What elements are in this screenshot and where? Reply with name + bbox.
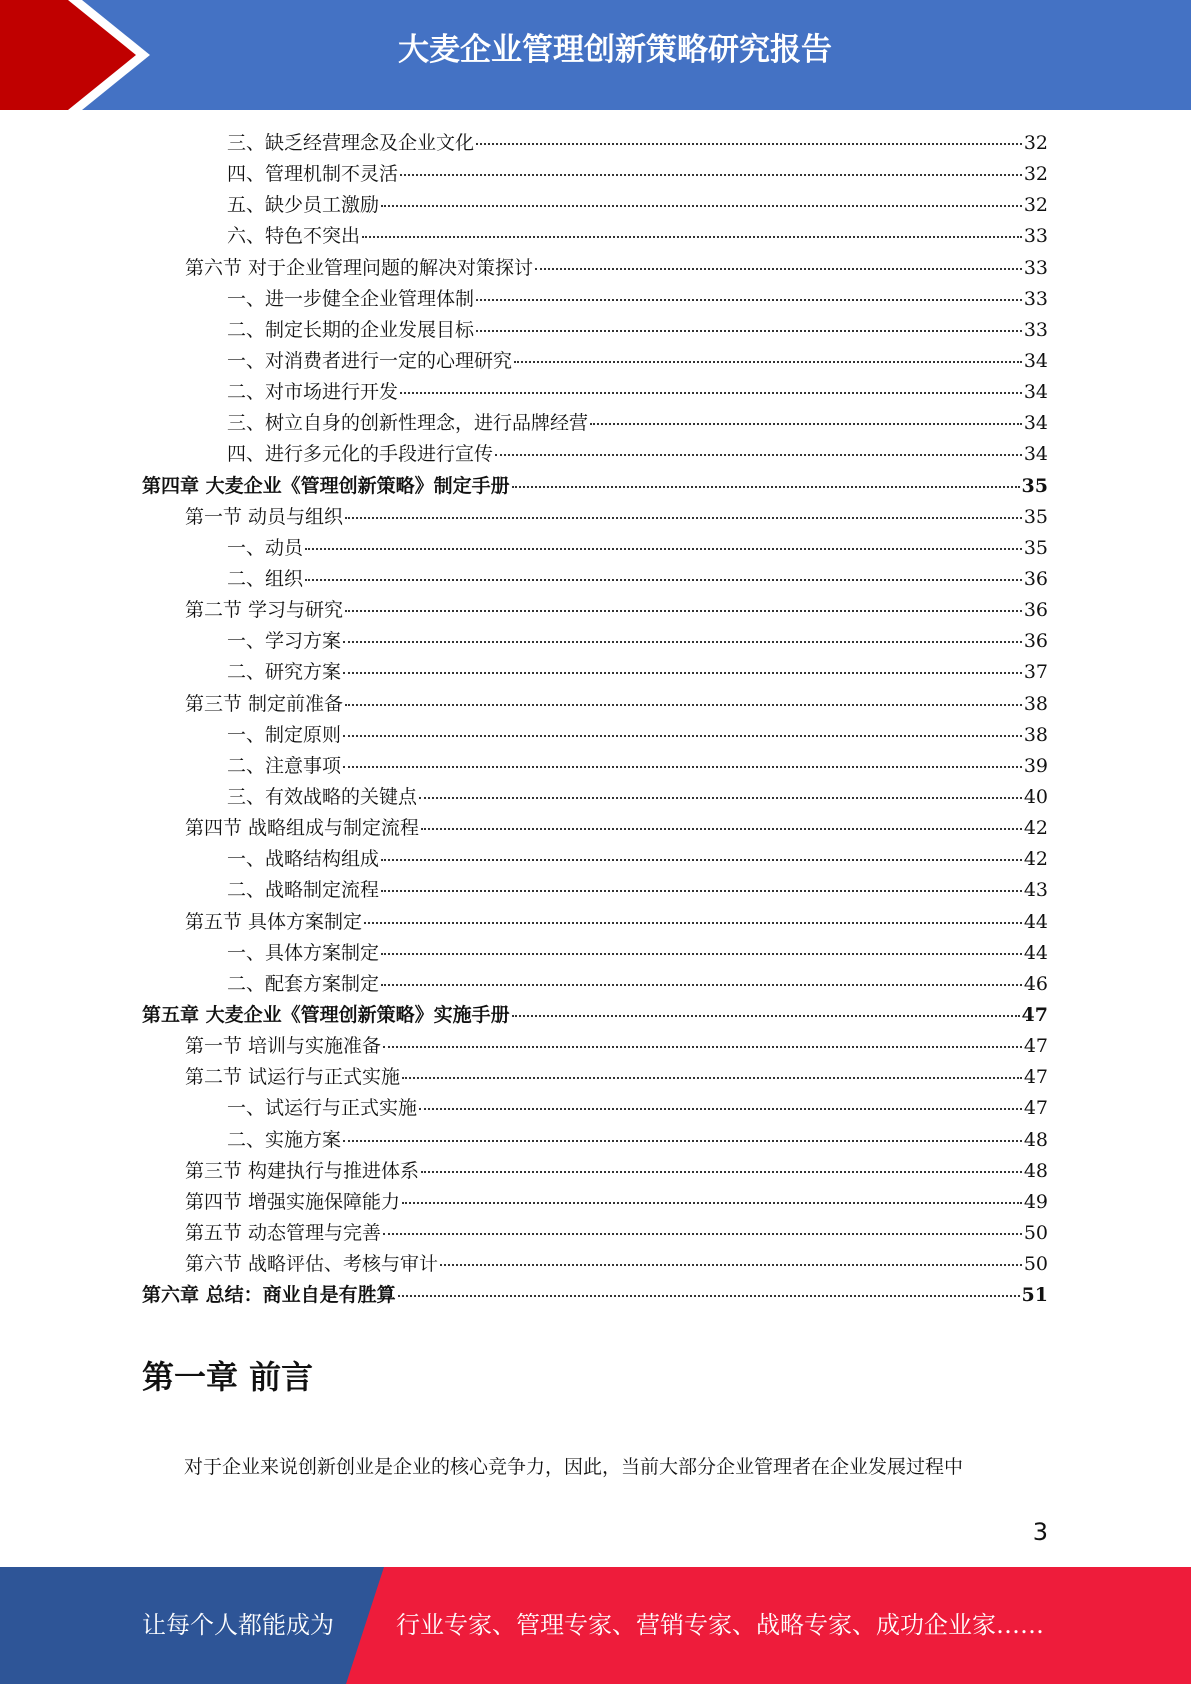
toc-dot-leader: [343, 1140, 1022, 1142]
toc-section-entry[interactable]: [142, 907, 1048, 938]
toc-entry-page: 51: [1021, 1284, 1048, 1307]
toc-dot-leader: [421, 828, 1022, 830]
intro-paragraph: 对于企业来说创新创业是企业的核心竞争力，因此，当前大部分企业管理者在企业发展过程中: [184, 1456, 964, 1478]
toc-subsection-entry[interactable]: [142, 190, 1048, 221]
toc-subsection-entry[interactable]: [142, 938, 1048, 969]
toc-subsection-entry[interactable]: [142, 377, 1048, 408]
toc-subsection-entry[interactable]: [142, 128, 1048, 159]
toc-entry-label: 四、进行多元化的手段进行宣传: [227, 443, 494, 466]
toc-entry-page: 44: [1023, 941, 1048, 964]
toc-entry-page: 40: [1023, 785, 1048, 808]
toc-entry-label: 第五节 具体方案制定: [185, 910, 363, 933]
toc-entry-label: 第五章 大麦企业《管理创新策略》实施手册: [142, 1003, 510, 1026]
toc-entry-label: 一、学习方案: [227, 630, 342, 653]
toc-dot-leader: [512, 1015, 1020, 1017]
toc-entry-page: 33: [1023, 225, 1048, 248]
toc-dot-leader: [400, 392, 1022, 394]
toc-entry-page: 36: [1023, 567, 1048, 590]
toc-subsection-entry[interactable]: [142, 844, 1048, 875]
toc-entry-page: 37: [1023, 661, 1048, 684]
toc-entry-label: 二、注意事项: [227, 754, 342, 777]
toc-entry-page: 47: [1023, 1066, 1048, 1089]
toc-dot-leader: [381, 890, 1022, 892]
toc-section-entry[interactable]: [142, 1031, 1048, 1062]
toc-dot-leader: [421, 1171, 1022, 1173]
toc-section-entry[interactable]: [142, 1062, 1048, 1093]
toc-subsection-entry[interactable]: [142, 657, 1048, 688]
page-header: [0, 0, 1191, 110]
toc-entry-label: 第六节 战略评估、考核与审计: [185, 1253, 439, 1276]
toc-entry-label: 第二节 学习与研究: [185, 599, 344, 622]
toc-entry-label: 二、实施方案: [227, 1128, 342, 1151]
toc-entry-label: 一、进一步健全企业管理体制: [227, 287, 475, 310]
toc-entry-label: 一、具体方案制定: [227, 941, 380, 964]
toc-dot-leader: [495, 454, 1022, 456]
toc-entry-label: 一、试运行与正式实施: [227, 1097, 418, 1120]
toc-dot-leader: [514, 361, 1022, 363]
toc-entry-label: 二、组织: [227, 567, 304, 590]
toc-entry-page: 36: [1023, 630, 1048, 653]
toc-dot-leader: [381, 953, 1022, 955]
toc-dot-leader: [383, 1046, 1022, 1048]
toc-dot-leader: [419, 797, 1022, 799]
toc-section-entry[interactable]: [142, 595, 1048, 626]
toc-dot-leader: [535, 268, 1022, 270]
toc-entry-label: 一、动员: [227, 536, 304, 559]
toc-dot-leader: [383, 1233, 1022, 1235]
toc-entry-page: 38: [1023, 692, 1048, 715]
toc-entry-label: 三、有效战略的关键点: [227, 785, 418, 808]
toc-dot-leader: [364, 922, 1022, 924]
toc-entry-page: 50: [1023, 1253, 1048, 1276]
toc-chapter-entry[interactable]: [142, 1280, 1048, 1311]
toc-entry-label: 一、对消费者进行一定的心理研究: [227, 349, 513, 372]
toc-subsection-entry[interactable]: [142, 875, 1048, 906]
toc-entry-label: 一、制定原则: [227, 723, 342, 746]
toc-entry-page: 35: [1023, 536, 1048, 559]
toc-dot-leader: [419, 1108, 1022, 1110]
toc-entry-label: 第五节 动态管理与完善: [185, 1221, 382, 1244]
toc-entry-page: 42: [1023, 848, 1048, 871]
footer-slogan-left: 让每个人都能成为: [142, 1611, 334, 1639]
toc-entry-label: 六、特色不突出: [227, 225, 361, 248]
toc-dot-leader: [402, 1077, 1022, 1079]
toc-entry-page: 36: [1023, 599, 1048, 622]
toc-dot-leader: [398, 1295, 1020, 1297]
toc-dot-leader: [343, 766, 1022, 768]
toc-subsection-entry[interactable]: [142, 533, 1048, 564]
toc-entry-label: 二、研究方案: [227, 661, 342, 684]
toc-subsection-entry[interactable]: [142, 1125, 1048, 1156]
toc-entry-label: 三、树立自身的创新性理念，进行品牌经营: [227, 412, 589, 435]
toc-subsection-entry[interactable]: [142, 720, 1048, 751]
footer-slogan-right: 行业专家、管理专家、营销专家、战略专家、成功企业家……: [396, 1611, 1044, 1639]
toc-section-entry[interactable]: [142, 253, 1048, 284]
toc-entry-label: 二、制定长期的企业发展目标: [227, 318, 475, 341]
toc-entry-page: 39: [1023, 754, 1048, 777]
toc-section-entry[interactable]: [142, 502, 1048, 533]
toc-dot-leader: [343, 641, 1022, 643]
toc-entry-label: 第六章 总结：商业自是有胜算: [142, 1284, 396, 1307]
toc-entry-page: 33: [1023, 287, 1048, 310]
toc-entry-page: 47: [1021, 1003, 1048, 1026]
toc-subsection-entry[interactable]: [142, 751, 1048, 782]
toc-entry-label: 四、管理机制不灵活: [227, 163, 399, 186]
toc-dot-leader: [512, 486, 1020, 488]
toc-dot-leader: [381, 205, 1022, 207]
toc-dot-leader: [440, 1264, 1022, 1266]
toc-subsection-entry[interactable]: [142, 782, 1048, 813]
toc-dot-leader: [343, 672, 1022, 674]
toc-dot-leader: [345, 704, 1022, 706]
toc-chapter-entry[interactable]: [142, 471, 1048, 502]
toc-entry-label: 第三节 制定前准备: [185, 692, 344, 715]
toc-entry-page: 34: [1023, 381, 1048, 404]
toc-entry-label: 二、战略制定流程: [227, 879, 380, 902]
toc-dot-leader: [305, 579, 1022, 581]
toc-dot-leader: [476, 143, 1022, 145]
toc-dot-leader: [590, 423, 1022, 425]
toc-entry-page: 33: [1023, 256, 1048, 279]
toc-entry-page: 49: [1023, 1190, 1048, 1213]
toc-dot-leader: [343, 735, 1022, 737]
toc-subsection-entry[interactable]: [142, 439, 1048, 470]
toc-dot-leader: [476, 299, 1022, 301]
toc-entry-page: 33: [1023, 318, 1048, 341]
toc-section-entry[interactable]: [142, 1187, 1048, 1218]
toc-section-entry[interactable]: [142, 1156, 1048, 1187]
toc-dot-leader: [402, 1202, 1022, 1204]
header-title: 大麦企业管理创新策略研究报告: [398, 32, 832, 68]
toc-subsection-entry[interactable]: [142, 564, 1048, 595]
page-footer: [0, 1567, 1191, 1684]
toc-entry-page: 32: [1023, 194, 1048, 217]
toc-entry-label: 第四章 大麦企业《管理创新策略》制定手册: [142, 474, 510, 497]
toc-subsection-entry[interactable]: [142, 315, 1048, 346]
toc-entry-label: 第四节 增强实施保障能力: [185, 1190, 401, 1213]
toc-dot-leader: [476, 330, 1022, 332]
toc-entry-label: 二、对市场进行开发: [227, 381, 399, 404]
toc-subsection-entry[interactable]: [142, 346, 1048, 377]
toc-dot-leader: [345, 610, 1022, 612]
toc-entry-page: 50: [1023, 1221, 1048, 1244]
toc-entry-page: 34: [1023, 443, 1048, 466]
toc-dot-leader: [362, 236, 1022, 238]
toc-entry-page: 47: [1023, 1035, 1048, 1058]
toc-subsection-entry[interactable]: [142, 1093, 1048, 1124]
toc-entry-page: 38: [1023, 723, 1048, 746]
toc-entry-page: 34: [1023, 412, 1048, 435]
toc-entry-page: 47: [1023, 1097, 1048, 1120]
toc-entry-label: 五、缺少员工激励: [227, 194, 380, 217]
toc-entry-label: 二、配套方案制定: [227, 972, 380, 995]
toc-subsection-entry[interactable]: [142, 626, 1048, 657]
toc-entry-page: 35: [1021, 474, 1048, 497]
toc-section-entry[interactable]: [142, 813, 1048, 844]
toc-entry-label: 第四节 战略组成与制定流程: [185, 817, 420, 840]
toc-entry-page: 46: [1023, 972, 1048, 995]
toc-entry-page: 43: [1023, 879, 1048, 902]
toc-subsection-entry[interactable]: [142, 969, 1048, 1000]
toc-subsection-entry[interactable]: [142, 221, 1048, 252]
table-of-contents: [142, 128, 1048, 1311]
toc-entry-label: 一、战略结构组成: [227, 848, 380, 871]
toc-entry-label: 第一节 动员与组织: [185, 505, 344, 528]
toc-section-entry[interactable]: [142, 1218, 1048, 1249]
toc-chapter-entry[interactable]: [142, 1000, 1048, 1031]
toc-subsection-entry[interactable]: [142, 159, 1048, 190]
toc-entry-page: 42: [1023, 817, 1048, 840]
toc-entry-page: 35: [1023, 505, 1048, 528]
toc-dot-leader: [305, 548, 1022, 550]
page-number: 3: [1032, 1518, 1048, 1546]
toc-entry-page: 34: [1023, 349, 1048, 372]
toc-section-entry[interactable]: [142, 689, 1048, 720]
toc-entry-label: 三、缺乏经营理念及企业文化: [227, 132, 475, 154]
toc-entry-page: 48: [1023, 1159, 1048, 1182]
toc-entry-label: 第六节 对于企业管理问题的解决对策探讨: [185, 256, 534, 279]
toc-dot-leader: [345, 517, 1022, 519]
toc-entry-page: 32: [1023, 163, 1048, 186]
toc-entry-page: 48: [1023, 1128, 1048, 1151]
toc-dot-leader: [381, 859, 1022, 861]
toc-entry-label: 第二节 试运行与正式实施: [185, 1066, 401, 1089]
toc-entry-label: 第一节 培训与实施准备: [185, 1035, 382, 1058]
toc-entry-label: 第三节 构建执行与推进体系: [185, 1159, 420, 1182]
toc-section-entry[interactable]: [142, 1249, 1048, 1280]
toc-entry-page: 44: [1023, 910, 1048, 933]
toc-subsection-entry[interactable]: [142, 408, 1048, 439]
toc-dot-leader: [381, 984, 1022, 986]
toc-entry-page: 32: [1023, 132, 1048, 154]
toc-dot-leader: [400, 174, 1022, 176]
chapter-heading: 第一章 前言: [142, 1358, 314, 1396]
toc-subsection-entry[interactable]: [142, 284, 1048, 315]
